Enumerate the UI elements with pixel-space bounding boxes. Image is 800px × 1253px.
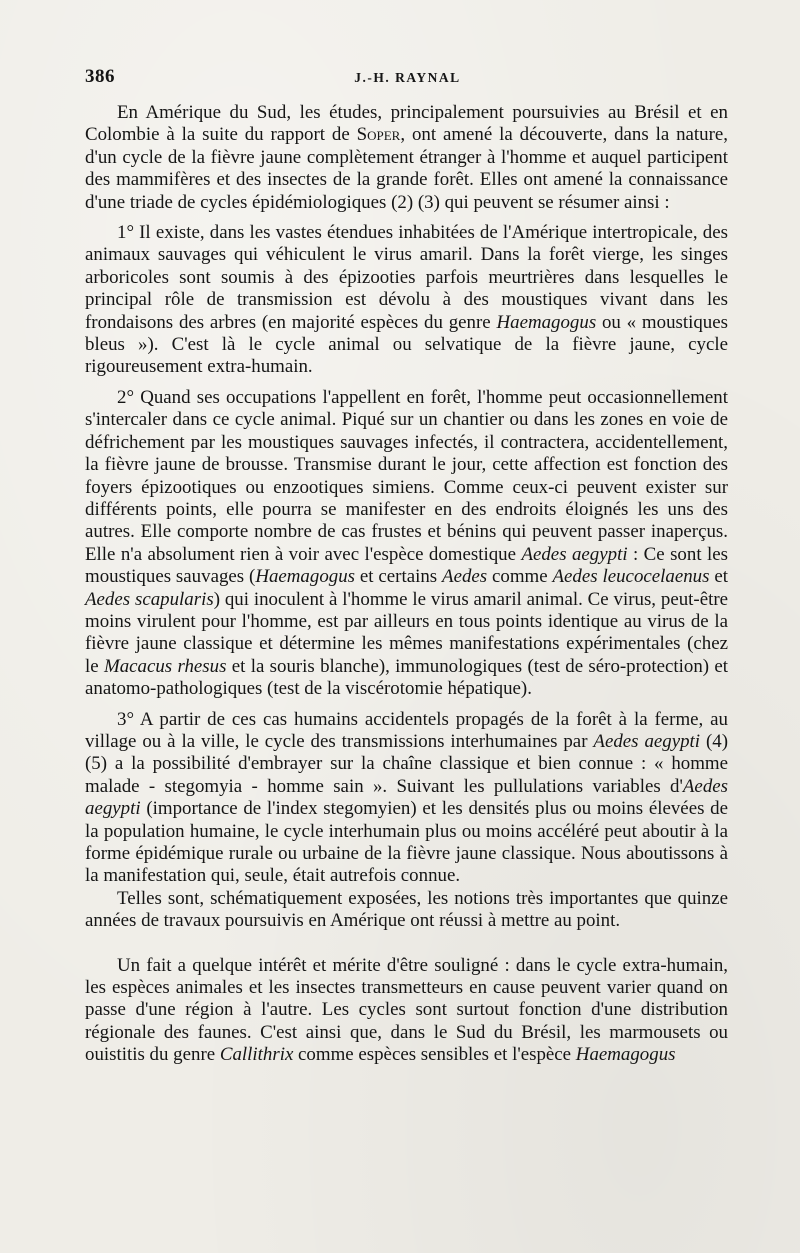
text-run: , ont amené la découverte, dans la nature, d'un cycle de la fièvre jaune complètement étranger à l'homme et auquel participent des mammifères et des insectes de la grande forêt. Elles ont amené la connaissance d'une triade de cycles épidémiologiques (2) (3) qui peuvent se résumer ainsi : [85, 124, 728, 213]
text-run: ou « moustiques bleus »). C'est là le cycle animal ou selvatique de la fièvre jaune, cycle rigoureusement extra-humain. [85, 311, 728, 378]
paragraph-summary: Telles sont, schématiquement exposées, les notions très importantes que quinze années de travaux poursuivis en Amérique ont réussi à mettre au point. [85, 887, 728, 932]
text-run: 2° Quand ses occupations l'appellent en forêt, l'homme peut occasionnellement s'intercaler dans ce cycle animal. Piqué sur un chantier ou dans les zones en voie de défrichement par les moustiques sauvages infectés, il contractera, accidentellement, la fièvre jaune de brousse. Transmise durant le jour, cette affection est fonction des foyers épizootiques ou enzootiques simiens. Comme ceux-ci peuvent exister sur différents points, elle pourra se manifester en des endroits éloignés les uns des autres. Elle comporte nombre de cas frustes et bénins qui peuvent passer inaperçus. Elle n'a absolument rien à voir avec l'espèce domestique [85, 386, 728, 565]
text-run: Un fait a quelque intérêt et mérite d'être souligné : dans le cycle extra-humain, les espèces animales et les insectes transmetteurs en cause peuvent varier quand on passe d'une région à l'autre. Les cycles sont surtout fonction d'une distribution régionale des faunes. C'est ainsi que, dans le Sud du Brésil, les marmousets ou ouistitis du genre [85, 954, 728, 1066]
paragraph-intro [85, 102, 728, 214]
species-name: Macacus rhesus [103, 655, 227, 677]
text-run: 1° Il existe, dans les vastes étendues inhabitées de l'Amérique intertropicale, des animaux sauvages qui véhiculent le virus amaril. Dans la forêt vierge, les singes arboricoles sont soumis à des épizooties parfois meurtrières dans lesquelles le principal rôle de transmission est dévolu à des moustiques vivant dans les frondaisons des arbres (en majorité espèces du genre [85, 222, 728, 333]
species-name: Haemagogus [575, 1044, 676, 1066]
paragraph-cycle-3 [85, 709, 728, 888]
species-name: Aedes leucocelaenus [552, 566, 710, 588]
species-name: Haemagogus [255, 566, 356, 588]
species-name: Aedes aegypti [521, 543, 628, 565]
text-run: comme espèces sensibles et l'espèce [293, 1044, 576, 1066]
text-run: comme [487, 566, 553, 588]
species-name: Aedes aegypti [593, 730, 701, 752]
species-name: Aedes scapularis [85, 588, 214, 610]
species-name: Aedes [442, 566, 488, 588]
paragraph-cycle-1 [85, 222, 728, 379]
paragraph-cycle-2 [85, 387, 728, 701]
running-head: J.-H. RAYNAL [354, 70, 461, 85]
species-name: Aedes aegypti [85, 775, 728, 820]
text-run: (importance de l'index stegomyien) et les densités plus ou moins élevées de la population humaine, le cycle interhumain plus ou moins accéléré peut aboutir à la forme épidémique rurale ou urbaine de la fièvre jaune classique. Nous aboutissons à la manifestation qui, seule, était autrefois connue. [85, 798, 728, 887]
text-run: et [709, 566, 728, 588]
text-run: et certains [355, 566, 443, 588]
body-text [85, 102, 728, 1067]
author-name: Soper [356, 124, 401, 146]
text-run: 3° A partir de ces cas humains accidentels propagés de la forêt à la ferme, au village ou à la ville, le cycle des transmissions interhumaines par [85, 708, 728, 752]
species-name: Haemagogus [496, 311, 597, 333]
page-number: 386 [85, 66, 115, 87]
page-header [85, 66, 730, 92]
species-name: Callithrix [219, 1044, 294, 1066]
text-run: ) qui inoculent à l'homme le virus amaril animal. Ce virus, peut-être moins virulent pour l'homme, est par ailleurs en tous points identique au virus de la fièvre jaune classique et détermine les mêmes manifestations expérimentales (chez le [85, 588, 728, 677]
text-run: (4) (5) a la possibilité d'embrayer sur la chaîne classique et bien connue : « homme malade - stegomyia - homme sain ». Suivant les pullulations variables d' [85, 730, 729, 797]
text-run: et la souris blanche), immunologiques (test de séro-protection) et anatomo-pathologiques (test de la viscérotomie hépatique). [85, 655, 728, 700]
paragraph-regional [85, 955, 728, 1067]
text-run: : Ce sont les moustiques sauvages ( [85, 543, 728, 588]
text-run: En Amérique du Sud, les études, principalement poursuivies au Brésil et en Colombie à la suite du rapport de [85, 102, 728, 146]
